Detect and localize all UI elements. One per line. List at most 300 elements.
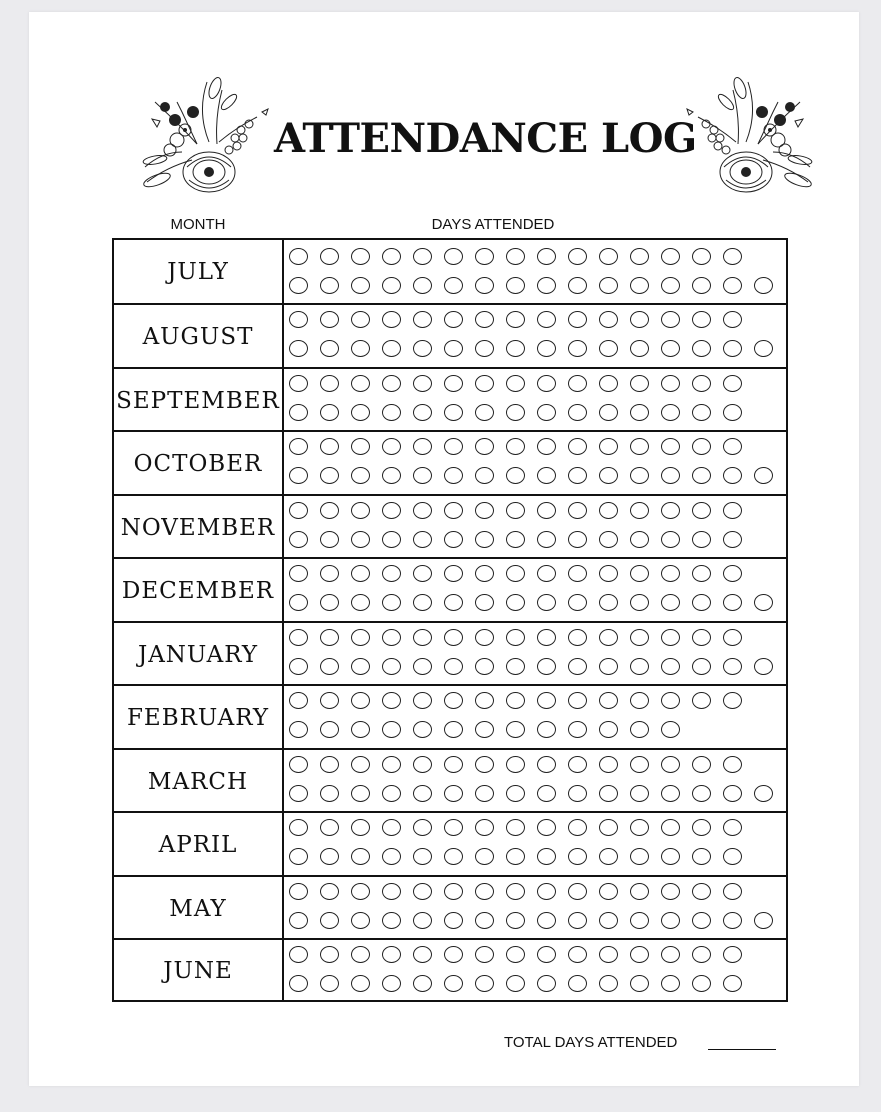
day-bubble[interactable]	[475, 883, 494, 900]
day-bubble[interactable]	[692, 629, 711, 646]
day-bubble[interactable]	[568, 594, 587, 611]
day-bubble[interactable]	[320, 594, 339, 611]
day-bubble[interactable]	[320, 629, 339, 646]
day-bubble[interactable]	[537, 502, 556, 519]
day-bubble[interactable]	[568, 404, 587, 421]
day-bubble[interactable]	[413, 912, 432, 929]
day-bubble[interactable]	[599, 375, 618, 392]
day-bubble[interactable]	[754, 912, 773, 929]
day-bubble[interactable]	[599, 629, 618, 646]
day-bubble[interactable]	[506, 721, 525, 738]
day-bubble[interactable]	[382, 946, 401, 963]
day-bubble[interactable]	[413, 883, 432, 900]
day-bubble[interactable]	[351, 311, 370, 328]
day-bubble[interactable]	[351, 629, 370, 646]
day-bubble[interactable]	[568, 785, 587, 802]
day-bubble[interactable]	[413, 438, 432, 455]
day-bubble[interactable]	[351, 404, 370, 421]
day-bubble[interactable]	[661, 340, 680, 357]
day-bubble[interactable]	[382, 404, 401, 421]
day-bubble[interactable]	[692, 340, 711, 357]
day-bubble[interactable]	[475, 721, 494, 738]
day-bubble[interactable]	[475, 502, 494, 519]
day-bubble[interactable]	[289, 277, 308, 294]
day-bubble[interactable]	[351, 658, 370, 675]
day-bubble[interactable]	[661, 375, 680, 392]
day-bubble[interactable]	[661, 565, 680, 582]
day-bubble[interactable]	[692, 883, 711, 900]
day-bubble[interactable]	[475, 404, 494, 421]
day-bubble[interactable]	[351, 531, 370, 548]
day-bubble[interactable]	[289, 404, 308, 421]
day-bubble[interactable]	[444, 912, 463, 929]
day-bubble[interactable]	[630, 502, 649, 519]
day-bubble[interactable]	[692, 248, 711, 265]
day-bubble[interactable]	[630, 467, 649, 484]
day-bubble[interactable]	[630, 975, 649, 992]
day-bubble[interactable]	[568, 819, 587, 836]
day-bubble[interactable]	[382, 658, 401, 675]
day-bubble[interactable]	[568, 565, 587, 582]
day-bubble[interactable]	[630, 721, 649, 738]
day-bubble[interactable]	[382, 692, 401, 709]
day-bubble[interactable]	[661, 785, 680, 802]
day-bubble[interactable]	[599, 883, 618, 900]
day-bubble[interactable]	[723, 756, 742, 773]
day-bubble[interactable]	[475, 311, 494, 328]
day-bubble[interactable]	[444, 467, 463, 484]
day-bubble[interactable]	[630, 248, 649, 265]
day-bubble[interactable]	[599, 692, 618, 709]
day-bubble[interactable]	[444, 629, 463, 646]
total-days-blank-line[interactable]	[708, 1049, 776, 1050]
day-bubble[interactable]	[444, 502, 463, 519]
day-bubble[interactable]	[537, 565, 556, 582]
day-bubble[interactable]	[537, 277, 556, 294]
day-bubble[interactable]	[537, 375, 556, 392]
day-bubble[interactable]	[413, 785, 432, 802]
day-bubble[interactable]	[661, 594, 680, 611]
day-bubble[interactable]	[475, 531, 494, 548]
day-bubble[interactable]	[661, 404, 680, 421]
day-bubble[interactable]	[630, 692, 649, 709]
day-bubble[interactable]	[630, 531, 649, 548]
day-bubble[interactable]	[351, 946, 370, 963]
day-bubble[interactable]	[413, 467, 432, 484]
day-bubble[interactable]	[351, 819, 370, 836]
day-bubble[interactable]	[723, 975, 742, 992]
day-bubble[interactable]	[568, 912, 587, 929]
day-bubble[interactable]	[413, 975, 432, 992]
day-bubble[interactable]	[568, 248, 587, 265]
day-bubble[interactable]	[568, 340, 587, 357]
day-bubble[interactable]	[661, 848, 680, 865]
day-bubble[interactable]	[351, 277, 370, 294]
day-bubble[interactable]	[413, 248, 432, 265]
day-bubble[interactable]	[692, 756, 711, 773]
day-bubble[interactable]	[537, 248, 556, 265]
day-bubble[interactable]	[537, 311, 556, 328]
day-bubble[interactable]	[382, 975, 401, 992]
day-bubble[interactable]	[506, 883, 525, 900]
day-bubble[interactable]	[692, 502, 711, 519]
day-bubble[interactable]	[289, 565, 308, 582]
day-bubble[interactable]	[661, 277, 680, 294]
day-bubble[interactable]	[630, 629, 649, 646]
day-bubble[interactable]	[661, 946, 680, 963]
day-bubble[interactable]	[661, 819, 680, 836]
day-bubble[interactable]	[630, 340, 649, 357]
day-bubble[interactable]	[568, 721, 587, 738]
day-bubble[interactable]	[599, 721, 618, 738]
day-bubble[interactable]	[444, 848, 463, 865]
day-bubble[interactable]	[661, 629, 680, 646]
day-bubble[interactable]	[661, 658, 680, 675]
day-bubble[interactable]	[506, 438, 525, 455]
day-bubble[interactable]	[661, 975, 680, 992]
day-bubble[interactable]	[568, 883, 587, 900]
day-bubble[interactable]	[413, 340, 432, 357]
day-bubble[interactable]	[599, 467, 618, 484]
day-bubble[interactable]	[754, 785, 773, 802]
day-bubble[interactable]	[320, 721, 339, 738]
day-bubble[interactable]	[475, 819, 494, 836]
day-bubble[interactable]	[320, 340, 339, 357]
day-bubble[interactable]	[289, 721, 308, 738]
day-bubble[interactable]	[320, 565, 339, 582]
day-bubble[interactable]	[599, 404, 618, 421]
day-bubble[interactable]	[413, 658, 432, 675]
day-bubble[interactable]	[382, 565, 401, 582]
day-bubble[interactable]	[723, 629, 742, 646]
day-bubble[interactable]	[289, 594, 308, 611]
day-bubble[interactable]	[692, 467, 711, 484]
day-bubble[interactable]	[289, 912, 308, 929]
day-bubble[interactable]	[351, 438, 370, 455]
day-bubble[interactable]	[537, 912, 556, 929]
day-bubble[interactable]	[289, 531, 308, 548]
day-bubble[interactable]	[351, 692, 370, 709]
day-bubble[interactable]	[351, 721, 370, 738]
day-bubble[interactable]	[382, 438, 401, 455]
day-bubble[interactable]	[475, 467, 494, 484]
day-bubble[interactable]	[320, 311, 339, 328]
day-bubble[interactable]	[661, 438, 680, 455]
day-bubble[interactable]	[351, 975, 370, 992]
day-bubble[interactable]	[661, 756, 680, 773]
day-bubble[interactable]	[506, 629, 525, 646]
day-bubble[interactable]	[630, 277, 649, 294]
day-bubble[interactable]	[289, 848, 308, 865]
day-bubble[interactable]	[599, 531, 618, 548]
day-bubble[interactable]	[444, 692, 463, 709]
day-bubble[interactable]	[630, 594, 649, 611]
day-bubble[interactable]	[692, 404, 711, 421]
day-bubble[interactable]	[351, 785, 370, 802]
day-bubble[interactable]	[537, 883, 556, 900]
day-bubble[interactable]	[568, 975, 587, 992]
day-bubble[interactable]	[630, 848, 649, 865]
day-bubble[interactable]	[568, 756, 587, 773]
day-bubble[interactable]	[599, 848, 618, 865]
day-bubble[interactable]	[351, 467, 370, 484]
day-bubble[interactable]	[506, 692, 525, 709]
day-bubble[interactable]	[351, 756, 370, 773]
day-bubble[interactable]	[661, 692, 680, 709]
day-bubble[interactable]	[320, 946, 339, 963]
day-bubble[interactable]	[692, 311, 711, 328]
day-bubble[interactable]	[320, 819, 339, 836]
day-bubble[interactable]	[506, 404, 525, 421]
day-bubble[interactable]	[661, 721, 680, 738]
day-bubble[interactable]	[475, 946, 494, 963]
day-bubble[interactable]	[506, 756, 525, 773]
day-bubble[interactable]	[475, 912, 494, 929]
day-bubble[interactable]	[289, 946, 308, 963]
day-bubble[interactable]	[444, 375, 463, 392]
day-bubble[interactable]	[568, 277, 587, 294]
day-bubble[interactable]	[289, 340, 308, 357]
day-bubble[interactable]	[475, 975, 494, 992]
day-bubble[interactable]	[413, 277, 432, 294]
day-bubble[interactable]	[630, 438, 649, 455]
day-bubble[interactable]	[506, 785, 525, 802]
day-bubble[interactable]	[289, 756, 308, 773]
day-bubble[interactable]	[475, 248, 494, 265]
day-bubble[interactable]	[320, 375, 339, 392]
day-bubble[interactable]	[568, 375, 587, 392]
day-bubble[interactable]	[537, 438, 556, 455]
day-bubble[interactable]	[320, 438, 339, 455]
day-bubble[interactable]	[382, 311, 401, 328]
day-bubble[interactable]	[723, 277, 742, 294]
day-bubble[interactable]	[413, 531, 432, 548]
day-bubble[interactable]	[444, 785, 463, 802]
day-bubble[interactable]	[320, 502, 339, 519]
day-bubble[interactable]	[661, 502, 680, 519]
day-bubble[interactable]	[568, 658, 587, 675]
day-bubble[interactable]	[692, 946, 711, 963]
day-bubble[interactable]	[568, 531, 587, 548]
day-bubble[interactable]	[754, 594, 773, 611]
day-bubble[interactable]	[537, 594, 556, 611]
day-bubble[interactable]	[320, 531, 339, 548]
day-bubble[interactable]	[630, 912, 649, 929]
day-bubble[interactable]	[723, 883, 742, 900]
day-bubble[interactable]	[537, 658, 556, 675]
day-bubble[interactable]	[289, 785, 308, 802]
day-bubble[interactable]	[320, 756, 339, 773]
day-bubble[interactable]	[537, 531, 556, 548]
day-bubble[interactable]	[661, 912, 680, 929]
day-bubble[interactable]	[537, 785, 556, 802]
day-bubble[interactable]	[506, 975, 525, 992]
day-bubble[interactable]	[661, 531, 680, 548]
day-bubble[interactable]	[506, 340, 525, 357]
day-bubble[interactable]	[661, 883, 680, 900]
day-bubble[interactable]	[413, 311, 432, 328]
day-bubble[interactable]	[413, 404, 432, 421]
day-bubble[interactable]	[351, 375, 370, 392]
day-bubble[interactable]	[475, 692, 494, 709]
day-bubble[interactable]	[289, 692, 308, 709]
day-bubble[interactable]	[475, 340, 494, 357]
day-bubble[interactable]	[599, 658, 618, 675]
day-bubble[interactable]	[568, 692, 587, 709]
day-bubble[interactable]	[413, 946, 432, 963]
day-bubble[interactable]	[599, 594, 618, 611]
day-bubble[interactable]	[630, 785, 649, 802]
day-bubble[interactable]	[475, 785, 494, 802]
day-bubble[interactable]	[444, 531, 463, 548]
day-bubble[interactable]	[413, 848, 432, 865]
day-bubble[interactable]	[568, 502, 587, 519]
day-bubble[interactable]	[537, 692, 556, 709]
day-bubble[interactable]	[723, 848, 742, 865]
day-bubble[interactable]	[444, 311, 463, 328]
day-bubble[interactable]	[599, 277, 618, 294]
day-bubble[interactable]	[382, 912, 401, 929]
day-bubble[interactable]	[568, 438, 587, 455]
day-bubble[interactable]	[382, 277, 401, 294]
day-bubble[interactable]	[599, 946, 618, 963]
day-bubble[interactable]	[382, 785, 401, 802]
day-bubble[interactable]	[723, 248, 742, 265]
day-bubble[interactable]	[444, 565, 463, 582]
day-bubble[interactable]	[537, 848, 556, 865]
day-bubble[interactable]	[723, 692, 742, 709]
day-bubble[interactable]	[692, 565, 711, 582]
day-bubble[interactable]	[320, 785, 339, 802]
day-bubble[interactable]	[630, 404, 649, 421]
day-bubble[interactable]	[692, 531, 711, 548]
day-bubble[interactable]	[537, 404, 556, 421]
day-bubble[interactable]	[723, 311, 742, 328]
day-bubble[interactable]	[413, 756, 432, 773]
day-bubble[interactable]	[723, 912, 742, 929]
day-bubble[interactable]	[444, 883, 463, 900]
day-bubble[interactable]	[692, 692, 711, 709]
day-bubble[interactable]	[444, 975, 463, 992]
day-bubble[interactable]	[444, 819, 463, 836]
day-bubble[interactable]	[444, 248, 463, 265]
day-bubble[interactable]	[599, 565, 618, 582]
day-bubble[interactable]	[351, 848, 370, 865]
day-bubble[interactable]	[320, 404, 339, 421]
day-bubble[interactable]	[723, 594, 742, 611]
day-bubble[interactable]	[506, 248, 525, 265]
day-bubble[interactable]	[320, 883, 339, 900]
day-bubble[interactable]	[475, 629, 494, 646]
day-bubble[interactable]	[568, 467, 587, 484]
day-bubble[interactable]	[475, 565, 494, 582]
day-bubble[interactable]	[506, 467, 525, 484]
day-bubble[interactable]	[692, 375, 711, 392]
day-bubble[interactable]	[382, 883, 401, 900]
day-bubble[interactable]	[444, 404, 463, 421]
day-bubble[interactable]	[537, 946, 556, 963]
day-bubble[interactable]	[506, 658, 525, 675]
day-bubble[interactable]	[413, 375, 432, 392]
day-bubble[interactable]	[692, 594, 711, 611]
day-bubble[interactable]	[754, 340, 773, 357]
day-bubble[interactable]	[506, 912, 525, 929]
day-bubble[interactable]	[599, 502, 618, 519]
day-bubble[interactable]	[475, 277, 494, 294]
day-bubble[interactable]	[289, 438, 308, 455]
day-bubble[interactable]	[506, 848, 525, 865]
day-bubble[interactable]	[692, 819, 711, 836]
day-bubble[interactable]	[382, 340, 401, 357]
day-bubble[interactable]	[692, 975, 711, 992]
day-bubble[interactable]	[444, 340, 463, 357]
day-bubble[interactable]	[475, 375, 494, 392]
day-bubble[interactable]	[537, 756, 556, 773]
day-bubble[interactable]	[537, 629, 556, 646]
day-bubble[interactable]	[444, 594, 463, 611]
day-bubble[interactable]	[754, 467, 773, 484]
day-bubble[interactable]	[289, 502, 308, 519]
day-bubble[interactable]	[289, 311, 308, 328]
day-bubble[interactable]	[320, 848, 339, 865]
day-bubble[interactable]	[630, 565, 649, 582]
day-bubble[interactable]	[382, 756, 401, 773]
day-bubble[interactable]	[382, 531, 401, 548]
day-bubble[interactable]	[630, 658, 649, 675]
day-bubble[interactable]	[599, 912, 618, 929]
day-bubble[interactable]	[289, 819, 308, 836]
day-bubble[interactable]	[692, 848, 711, 865]
day-bubble[interactable]	[320, 692, 339, 709]
day-bubble[interactable]	[413, 594, 432, 611]
day-bubble[interactable]	[692, 277, 711, 294]
day-bubble[interactable]	[754, 277, 773, 294]
day-bubble[interactable]	[351, 502, 370, 519]
day-bubble[interactable]	[444, 946, 463, 963]
day-bubble[interactable]	[289, 248, 308, 265]
day-bubble[interactable]	[475, 756, 494, 773]
day-bubble[interactable]	[506, 277, 525, 294]
day-bubble[interactable]	[599, 248, 618, 265]
day-bubble[interactable]	[382, 502, 401, 519]
day-bubble[interactable]	[692, 438, 711, 455]
day-bubble[interactable]	[351, 248, 370, 265]
day-bubble[interactable]	[289, 658, 308, 675]
day-bubble[interactable]	[320, 975, 339, 992]
day-bubble[interactable]	[568, 629, 587, 646]
day-bubble[interactable]	[351, 340, 370, 357]
day-bubble[interactable]	[723, 946, 742, 963]
day-bubble[interactable]	[506, 594, 525, 611]
day-bubble[interactable]	[382, 594, 401, 611]
day-bubble[interactable]	[754, 658, 773, 675]
day-bubble[interactable]	[723, 658, 742, 675]
day-bubble[interactable]	[320, 658, 339, 675]
day-bubble[interactable]	[444, 277, 463, 294]
day-bubble[interactable]	[289, 629, 308, 646]
day-bubble[interactable]	[630, 883, 649, 900]
day-bubble[interactable]	[599, 819, 618, 836]
day-bubble[interactable]	[630, 375, 649, 392]
day-bubble[interactable]	[568, 311, 587, 328]
day-bubble[interactable]	[599, 756, 618, 773]
day-bubble[interactable]	[723, 819, 742, 836]
day-bubble[interactable]	[320, 467, 339, 484]
day-bubble[interactable]	[413, 819, 432, 836]
day-bubble[interactable]	[506, 502, 525, 519]
day-bubble[interactable]	[444, 658, 463, 675]
day-bubble[interactable]	[599, 785, 618, 802]
